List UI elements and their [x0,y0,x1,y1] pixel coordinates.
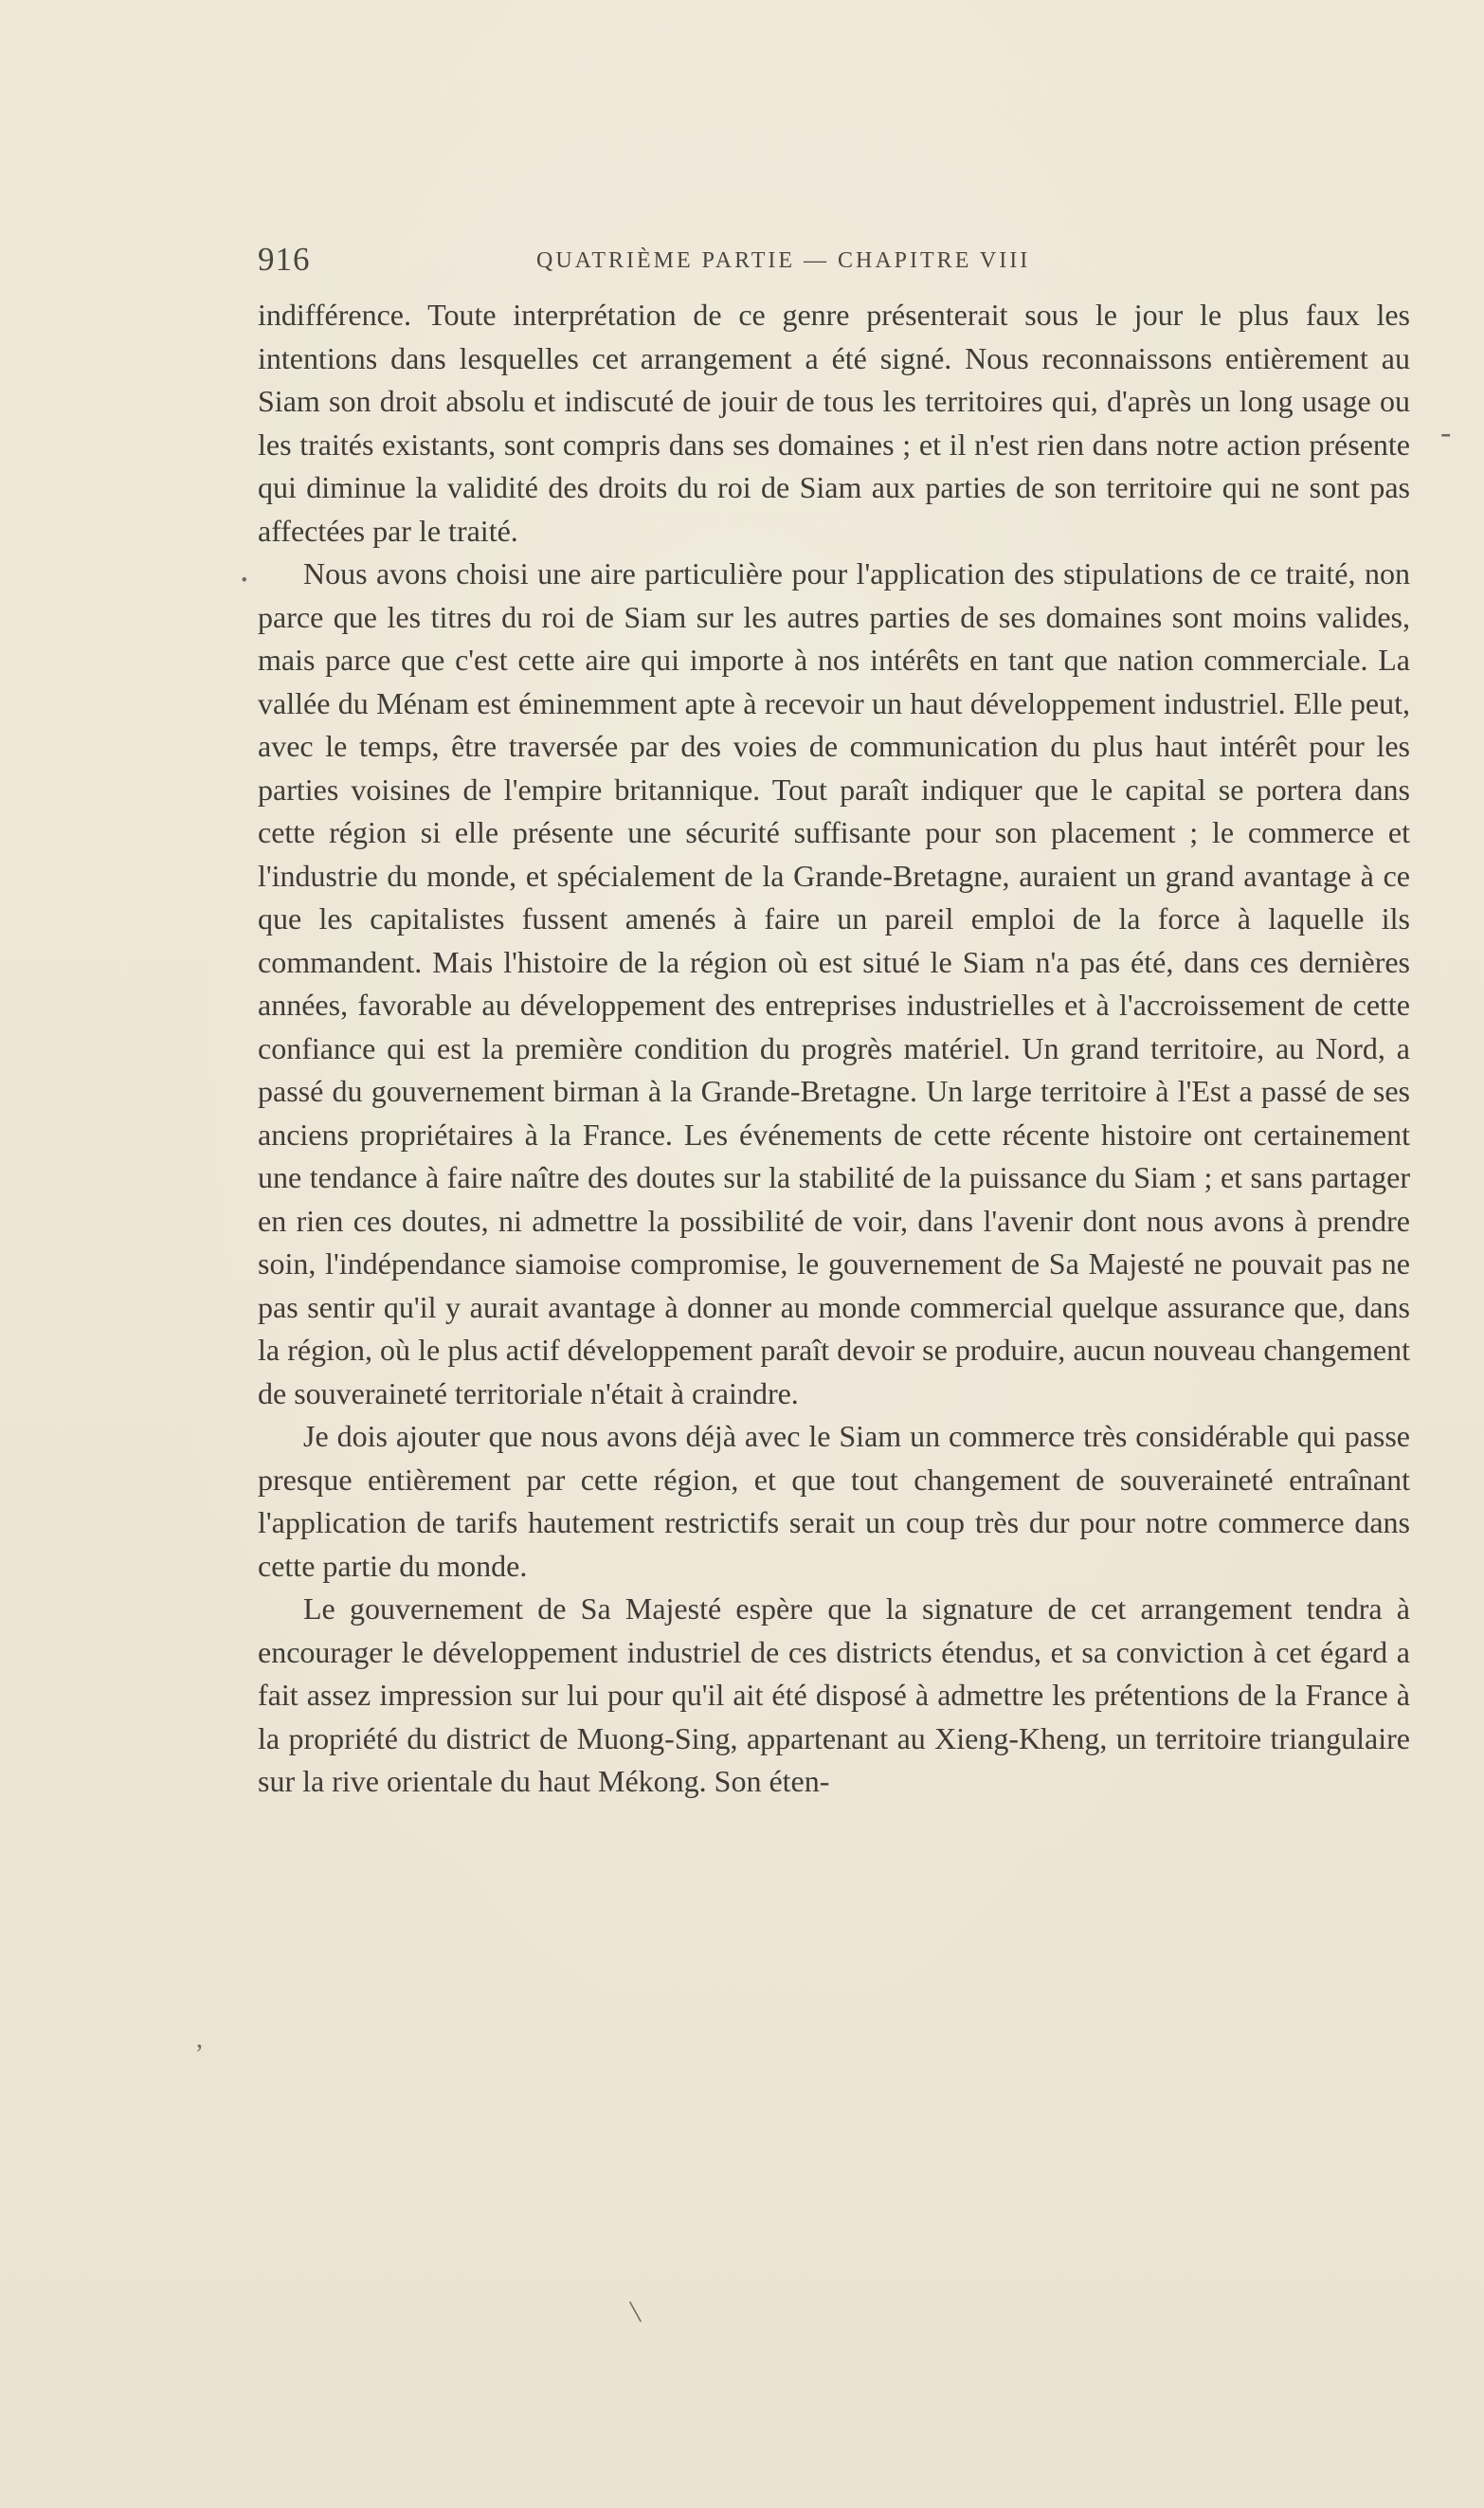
running-head: QUATRIÈME PARTIE — CHAPITRE VIII [536,248,1031,273]
page-header [258,241,1395,279]
right-margin-dash: - [1440,415,1452,450]
page-number: 916 [258,241,311,278]
paragraph-2: Nous avons choisi une aire particulière pour l'application des stipulations de ce traité, non parce que les titres du roi de Siam sur les autres parties de ses domaines sont moins valides, mais parce que c'est cette aire qui importe à nos intérêts en tant que nation commerciale. La vallée du Ménam est éminemment apte à recevoir un haut développement industriel. Elle peut, avec le temps, être traversée par des voies de communication du plus haut intérêt pour les parties voisines de l'empire britannique. Tout paraît indiquer que le capital se portera dans cette région si elle présente une sécurité suffisante pour son placement ; le commerce et l'industrie du monde, et spécialement de la Grande-Bretagne, auraient un grand avantage à ce que les capitalistes fussent amenés à faire un pareil emploi de la force à laquelle ils commandent. Mais l'histoire de la région où est situé le Siam n'a pas été, dans ces dernières années, favorable au développement des entreprises industrielles et à l'accroissement de cette confiance qui est la première condition du progrès matériel. Un grand territoire, au Nord, a passé du gouvernement birman à la Grande-Bretagne. Un large territoire à l'Est a passé de ses anciens propriétaires à la France. Les événements de cette récente histoire ont certainement une tendance à faire naître des doutes sur la stabilité de la puissance du Siam ; et sans partager en rien ces doutes, ni admettre la possibilité de voir, dans l'avenir dont nous avons à prendre soin, l'indépendance siamoise compromise, le gouvernement de Sa Majesté ne pouvait pas ne pas sentir qu'il y aurait avantage à donner au monde commercial quelque assurance que, dans la région, où le plus actif développement paraît devoir se produire, aucun nouveau changement de souveraineté territoriale n'était à craindre. [258,556,1410,1410]
paragraph-3: Je dois ajouter que nous avons déjà avec le Siam un commerce très considérable qui passe presque entièrement par cette région, et que tout changement de souveraineté entraînant l'application de tarifs hautement restrictifs serait un coup très dur pour notre commerce dans cette partie du monde. [258,1419,1410,1583]
paragraph-4: Le gouvernement de Sa Majesté espère que la signature de cet arrangement tendra à encourager le développement industriel de ces districts étendus, et sa conviction à cet égard a fait assez impression sur lui pour qu'il ait été disposé à admettre les prétentions de la France à la propriété du district de Muong-Sing, appartenant au Xieng-Kheng, un territoire triangulaire sur la rive orientale du haut Mékong. Son éten- [258,1591,1410,1798]
paragraph-1: indifférence. Toute interprétation de ce genre présenterait sous le jour le plus faux les intentions dans lesquelles cet arrangement a été signé. Nous reconnaissons entièrement au Siam son droit absolu et indiscuté de jouir de tous les territoires qui, d'après un long usage ou les traités existants, sont compris dans ses domaines ; et il n'est rien dans notre action présente qui diminue la validité des droits du roi de Siam aux parties de son territoire qui ne sont pas affectées par le traité. [258,298,1410,548]
body-text [258,294,1410,2095]
bottom-ink-mark: \ [627,2294,643,2331]
left-margin-dot: . [240,550,249,590]
left-margin-comma: , [196,2025,203,2054]
